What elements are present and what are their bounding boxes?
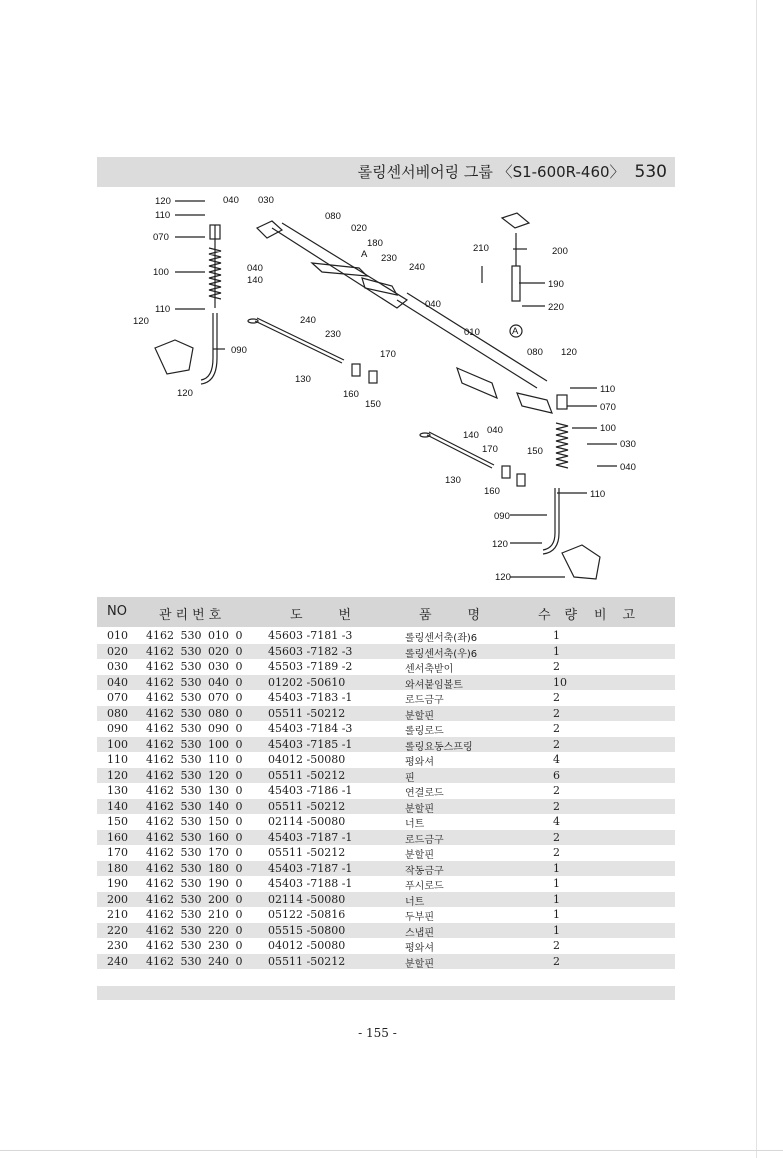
cell-drawing-number: 45603 -7182 -3 — [268, 644, 353, 658]
cell-part-name: 센서축받이 — [405, 664, 454, 675]
svg-text:120: 120 — [495, 572, 511, 583]
cell-management-number: 4162 530 040 0 — [146, 675, 243, 689]
cell-quantity: 2 — [553, 660, 560, 673]
cell-quantity: 2 — [553, 722, 560, 735]
cell-management-number: 4162 530 020 0 — [146, 644, 243, 658]
cell-part-name: 스냅핀 — [405, 927, 434, 939]
cell-management-number: 4162 530 030 0 — [146, 660, 243, 673]
cell-management-number: 4162 530 160 0 — [146, 830, 243, 844]
header-part-name: 품명 — [419, 608, 517, 623]
svg-text:040: 040 — [620, 462, 636, 473]
cell-management-number: 4162 530 190 0 — [146, 877, 243, 890]
group-number: 530 — [634, 162, 667, 182]
table-row — [97, 628, 675, 644]
cell-drawing-number: 45403 -7188 -1 — [268, 877, 353, 890]
cell-quantity: 1 — [553, 861, 560, 875]
header-no: NO — [107, 604, 127, 619]
cell-management-number: 4162 530 100 0 — [146, 737, 243, 751]
svg-text:240: 240 — [300, 315, 316, 326]
cell-management-number: 4162 530 090 0 — [146, 722, 243, 735]
header-drawing-number: 도번 — [290, 608, 388, 623]
svg-text:210: 210 — [473, 243, 489, 254]
cell-no: 130 — [107, 784, 128, 797]
svg-text:110: 110 — [155, 210, 171, 221]
cell-no: 020 — [107, 644, 128, 658]
cell-part-name: 핀 — [405, 772, 415, 784]
section-title — [358, 161, 667, 182]
table-footer-band — [97, 986, 675, 1000]
svg-text:090: 090 — [494, 511, 510, 522]
cell-management-number: 4162 530 200 0 — [146, 892, 243, 906]
cell-part-name: 로드금구 — [405, 834, 444, 846]
table-row — [97, 954, 675, 970]
svg-text:140: 140 — [247, 275, 263, 286]
svg-text:160: 160 — [484, 486, 500, 497]
table-row — [97, 861, 675, 877]
cell-drawing-number: 45403 -7187 -1 — [268, 861, 353, 875]
table-row — [97, 923, 675, 939]
cell-drawing-number: 05511 -50212 — [268, 954, 346, 968]
cell-quantity: 2 — [553, 954, 560, 968]
svg-text:230: 230 — [381, 253, 397, 264]
svg-text:170: 170 — [482, 444, 498, 455]
cell-no: 120 — [107, 768, 128, 782]
cell-management-number: 4162 530 240 0 — [146, 954, 243, 968]
cell-drawing-number: 05511 -50212 — [268, 706, 346, 720]
svg-text:030: 030 — [258, 195, 274, 206]
svg-text:120: 120 — [177, 388, 193, 399]
svg-text:120: 120 — [133, 316, 149, 327]
cell-quantity: 4 — [553, 815, 560, 828]
table-row — [97, 768, 675, 784]
svg-text:190: 190 — [548, 279, 564, 290]
table-row — [97, 799, 675, 815]
cell-quantity: 2 — [553, 939, 560, 952]
cell-part-name: 로드금구 — [405, 695, 444, 706]
cell-no: 150 — [107, 815, 128, 828]
svg-text:020: 020 — [351, 223, 367, 234]
cell-no: 070 — [107, 691, 128, 704]
cell-no: 240 — [107, 954, 128, 968]
cell-part-name: 두부핀 — [405, 912, 434, 923]
svg-text:A: A — [512, 326, 519, 337]
cell-drawing-number: 05122 -50816 — [268, 908, 346, 921]
svg-text:100: 100 — [600, 423, 616, 434]
table-row — [97, 845, 675, 861]
table-row — [97, 675, 675, 691]
svg-text:080: 080 — [325, 211, 341, 222]
cell-part-name: 분할핀 — [405, 710, 434, 722]
exploded-view-drawing — [97, 188, 697, 593]
cell-no: 220 — [107, 923, 128, 937]
cell-management-number: 4162 530 220 0 — [146, 923, 243, 937]
svg-text:160: 160 — [343, 389, 359, 400]
cell-part-name: 작동금구 — [405, 865, 444, 877]
svg-text:090: 090 — [231, 345, 247, 356]
svg-text:100: 100 — [153, 267, 169, 278]
cell-no: 230 — [107, 939, 128, 952]
cell-drawing-number: 05511 -50212 — [268, 846, 346, 859]
page-number: - 155 - — [358, 1026, 397, 1040]
svg-text:040: 040 — [247, 263, 263, 274]
table-row — [97, 938, 675, 954]
cell-drawing-number: 45403 -7184 -3 — [268, 722, 353, 735]
header-quantity: 수량 — [538, 608, 592, 623]
header-remark: 비고 — [594, 608, 652, 623]
cell-no: 200 — [107, 892, 128, 906]
cell-no: 010 — [107, 629, 128, 642]
svg-text:110: 110 — [155, 304, 171, 315]
cell-management-number: 4162 530 010 0 — [146, 629, 243, 642]
cell-part-name: 분할핀 — [405, 958, 434, 970]
cell-management-number: 4162 530 170 0 — [146, 846, 243, 859]
cell-part-name: 너트 — [405, 819, 425, 830]
cell-part-name: 분할핀 — [405, 803, 434, 815]
cell-quantity: 1 — [553, 892, 560, 906]
table-row — [97, 706, 675, 722]
cell-part-name: 롤링로드 — [405, 726, 444, 737]
cell-quantity: 2 — [553, 784, 560, 797]
svg-text:130: 130 — [295, 374, 311, 385]
cell-no: 030 — [107, 660, 128, 673]
table-row — [97, 659, 675, 675]
table-header — [97, 597, 675, 627]
cell-quantity: 1 — [553, 908, 560, 921]
svg-text:130: 130 — [445, 475, 461, 486]
svg-text:150: 150 — [527, 446, 543, 457]
cell-part-name: 와셔붙임볼트 — [405, 679, 463, 691]
cell-management-number: 4162 530 180 0 — [146, 861, 243, 875]
cell-quantity: 2 — [553, 737, 560, 751]
cell-part-name: 롤링요동스프링 — [405, 741, 473, 753]
cell-quantity: 2 — [553, 830, 560, 844]
svg-text:A: A — [361, 249, 368, 260]
cell-part-name: 평와셔 — [405, 757, 434, 768]
cell-management-number: 4162 530 130 0 — [146, 784, 243, 797]
cell-quantity: 2 — [553, 691, 560, 704]
svg-text:040: 040 — [223, 195, 239, 206]
cell-no: 110 — [107, 753, 128, 766]
table-row — [97, 690, 675, 706]
table-row — [97, 876, 675, 892]
cell-quantity: 10 — [553, 675, 567, 689]
table-row — [97, 830, 675, 846]
cell-part-name: 푸시로드 — [405, 881, 444, 892]
table-row — [97, 721, 675, 737]
svg-text:110: 110 — [600, 384, 616, 395]
cell-quantity: 6 — [553, 768, 560, 782]
page-edge — [756, 0, 757, 1158]
cell-part-name: 너트 — [405, 896, 425, 908]
group-title: 롤링센서베어링 그룹 〈S1-600R-460〉 — [357, 163, 625, 181]
svg-text:110: 110 — [590, 489, 606, 500]
parts-diagram — [97, 188, 697, 593]
table-row — [97, 644, 675, 660]
svg-text:070: 070 — [153, 232, 169, 243]
cell-part-name: 롤링센서축(우)6 — [405, 648, 478, 660]
svg-text:220: 220 — [548, 302, 564, 313]
cell-drawing-number: 02114 -50080 — [268, 892, 346, 906]
cell-management-number: 4162 530 140 0 — [146, 799, 243, 813]
cell-no: 140 — [107, 799, 128, 813]
cell-no: 190 — [107, 877, 128, 890]
cell-quantity: 4 — [553, 753, 560, 766]
svg-text:230: 230 — [325, 329, 341, 340]
cell-management-number: 4162 530 120 0 — [146, 768, 243, 782]
cell-part-name: 평와셔 — [405, 943, 434, 954]
table-row — [97, 752, 675, 768]
svg-text:120: 120 — [492, 539, 508, 550]
cell-quantity: 2 — [553, 799, 560, 813]
cell-drawing-number: 45403 -7185 -1 — [268, 737, 353, 751]
svg-text:070: 070 — [600, 402, 616, 413]
cell-quantity: 2 — [553, 846, 560, 859]
cell-part-name: 연결로드 — [405, 788, 444, 799]
svg-text:010: 010 — [464, 327, 480, 338]
cell-drawing-number: 05511 -50212 — [268, 799, 346, 813]
cell-quantity: 2 — [553, 706, 560, 720]
cell-part-name: 롤링센서축(좌)6 — [405, 633, 478, 644]
svg-text:040: 040 — [487, 425, 503, 436]
svg-text:140: 140 — [463, 430, 479, 441]
cell-drawing-number: 45403 -7187 -1 — [268, 830, 353, 844]
svg-text:030: 030 — [620, 439, 636, 450]
cell-drawing-number: 45403 -7183 -1 — [268, 691, 353, 704]
cell-quantity: 1 — [553, 923, 560, 937]
cell-no: 090 — [107, 722, 128, 735]
table-row — [97, 907, 675, 923]
table-row — [97, 814, 675, 830]
svg-text:120: 120 — [155, 196, 171, 207]
cell-drawing-number: 05511 -50212 — [268, 768, 346, 782]
header-management-number: 관리번호 — [159, 608, 226, 623]
table-row — [97, 892, 675, 908]
cell-drawing-number: 05515 -50800 — [268, 923, 346, 937]
svg-text:170: 170 — [380, 349, 396, 360]
cell-management-number: 4162 530 230 0 — [146, 939, 243, 952]
cell-management-number: 4162 530 210 0 — [146, 908, 243, 921]
cell-management-number: 4162 530 070 0 — [146, 691, 243, 704]
svg-text:120: 120 — [561, 347, 577, 358]
table-row — [97, 783, 675, 799]
cell-drawing-number: 45403 -7186 -1 — [268, 784, 353, 797]
svg-text:200: 200 — [552, 246, 568, 257]
cell-drawing-number: 45503 -7189 -2 — [268, 660, 353, 673]
cell-no: 160 — [107, 830, 128, 844]
cell-drawing-number: 04012 -50080 — [268, 753, 346, 766]
parts-table — [97, 628, 675, 969]
cell-quantity: 1 — [553, 877, 560, 890]
table-row — [97, 737, 675, 753]
cell-drawing-number: 01202 -50610 — [268, 675, 346, 689]
svg-text:080: 080 — [527, 347, 543, 358]
cell-part-name: 분할핀 — [405, 850, 434, 861]
svg-text:040: 040 — [425, 299, 441, 310]
cell-no: 100 — [107, 737, 128, 751]
svg-text:240: 240 — [409, 262, 425, 273]
cell-quantity: 1 — [553, 629, 560, 642]
cell-management-number: 4162 530 150 0 — [146, 815, 243, 828]
cell-management-number: 4162 530 110 0 — [146, 753, 243, 766]
cell-quantity: 1 — [553, 644, 560, 658]
section-title-band — [97, 157, 675, 187]
cell-no: 170 — [107, 846, 128, 859]
cell-drawing-number: 04012 -50080 — [268, 939, 346, 952]
cell-drawing-number: 02114 -50080 — [268, 815, 346, 828]
svg-text:180: 180 — [367, 238, 383, 249]
cell-no: 040 — [107, 675, 128, 689]
cell-no: 210 — [107, 908, 128, 921]
cell-no: 080 — [107, 706, 128, 720]
cell-drawing-number: 45603 -7181 -3 — [268, 629, 353, 642]
cell-management-number: 4162 530 080 0 — [146, 706, 243, 720]
cell-no: 180 — [107, 861, 128, 875]
svg-text:150: 150 — [365, 399, 381, 410]
page-edge — [0, 1150, 783, 1151]
